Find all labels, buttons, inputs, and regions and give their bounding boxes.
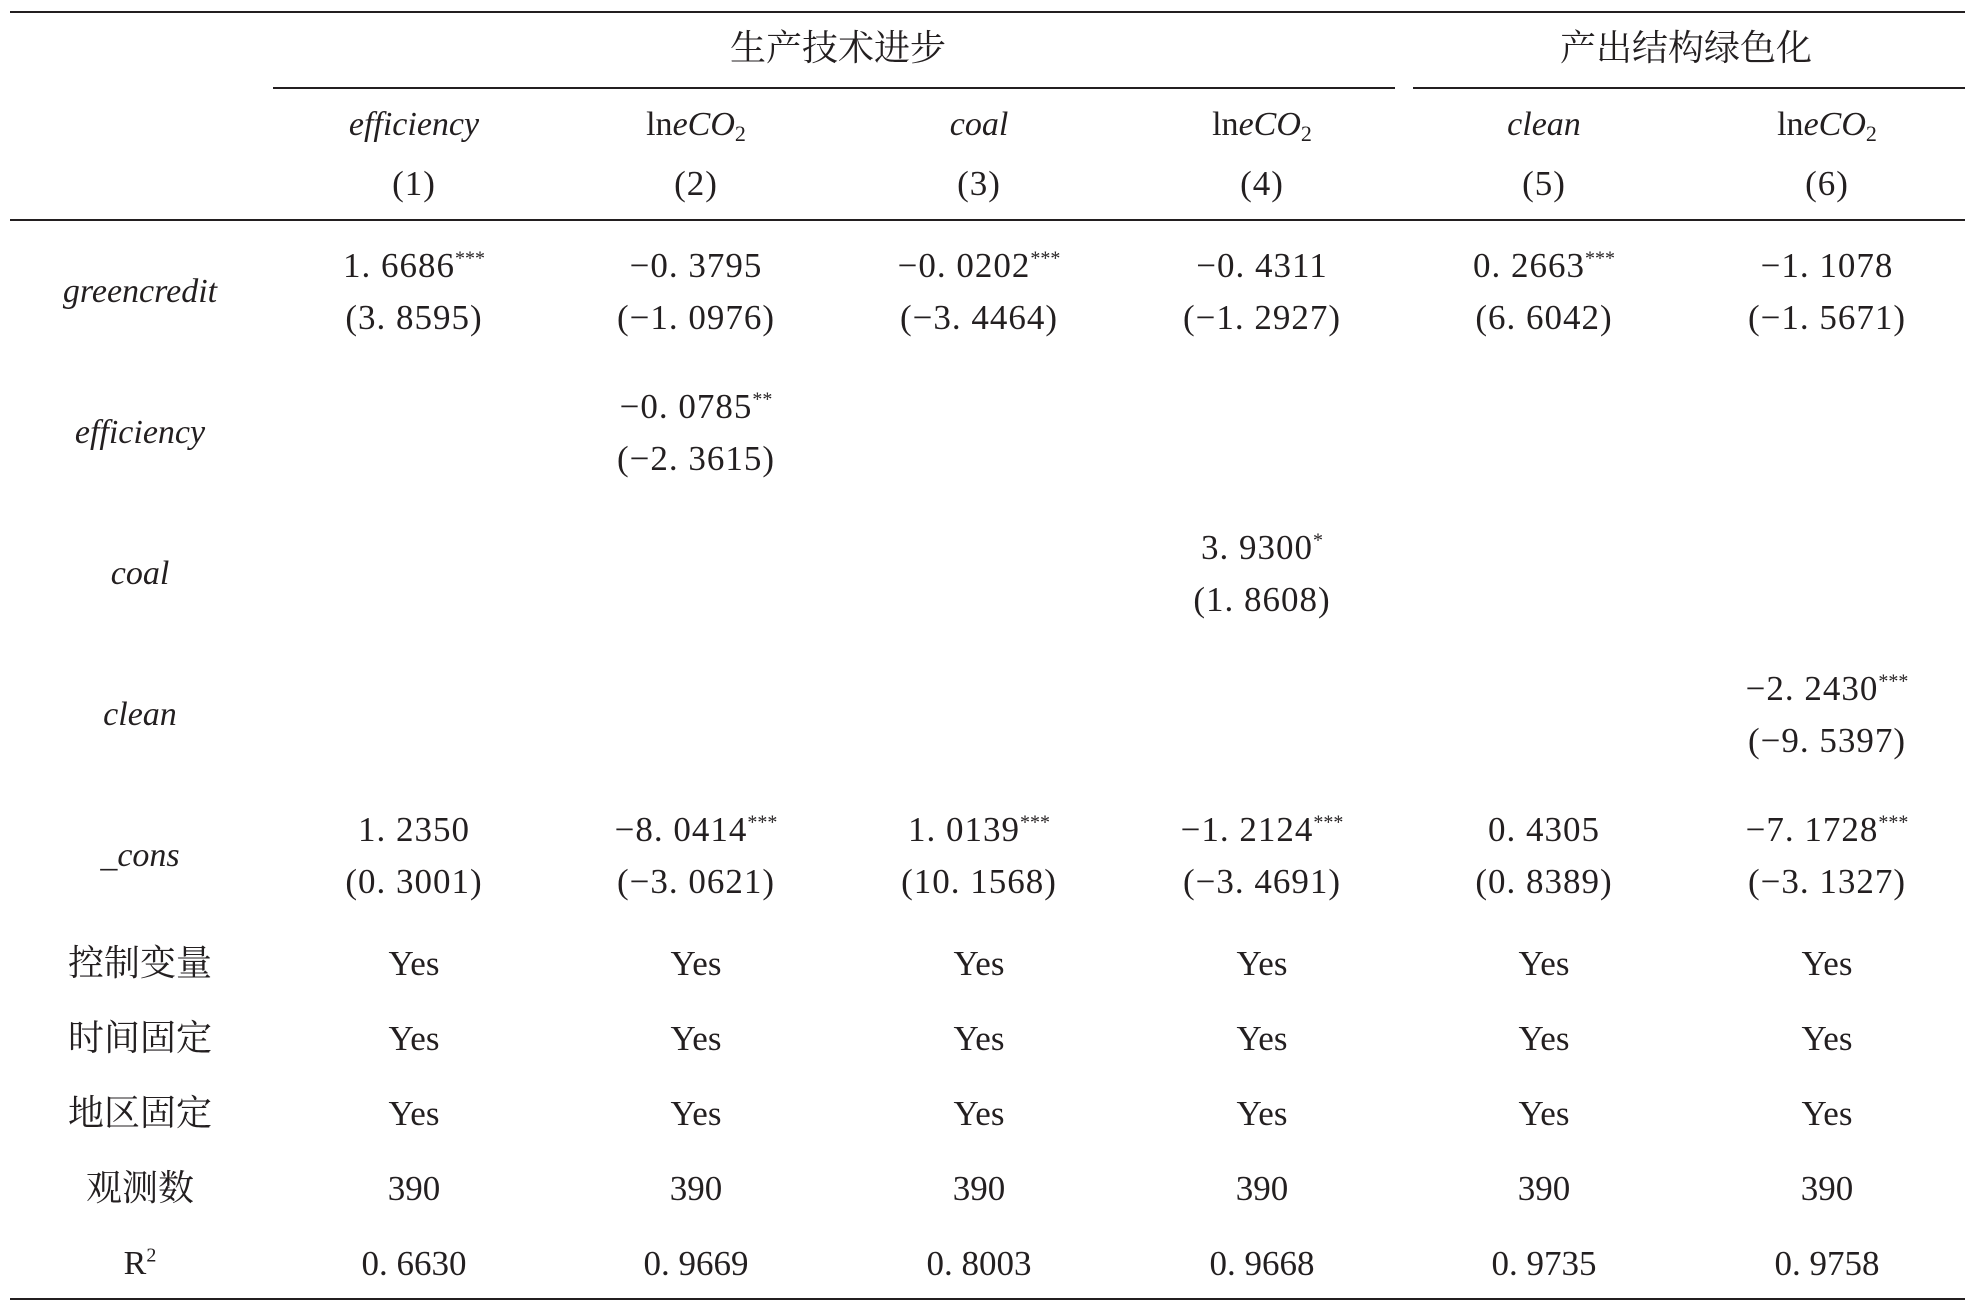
column-number: (6)	[1805, 164, 1849, 203]
coefficient	[620, 385, 773, 429]
dep-var-prefix: ln	[646, 106, 673, 143]
stat-row-label	[86, 1167, 194, 1211]
column-number: (3)	[957, 164, 1001, 203]
stat-value: Yes	[1518, 944, 1570, 983]
column-number: (2)	[674, 164, 718, 203]
dep-var-name: efficiency	[348, 106, 480, 143]
t-statistic: (−3. 1327)	[1747, 862, 1907, 901]
dep-var-name: clean	[1507, 106, 1581, 143]
coefficient	[1746, 808, 1909, 852]
significance-stars: ***	[1313, 811, 1344, 834]
stat-value: 390	[1800, 1169, 1854, 1208]
significance-stars: ***	[1030, 247, 1061, 270]
significance-stars: ***	[1878, 670, 1909, 693]
stat-value: Yes	[670, 1094, 722, 1133]
row-label-efficiency: efficiency	[74, 414, 206, 451]
dep-var-name: eCO	[1803, 106, 1866, 143]
dep-var-prefix: ln	[1777, 106, 1804, 143]
stat-value: 390	[387, 1169, 441, 1208]
coefficient-value: −0. 3795	[629, 246, 763, 285]
coefficient	[343, 244, 485, 288]
stat-value: Yes	[953, 1094, 1005, 1133]
coefficient	[630, 244, 763, 288]
dep-var-header	[950, 103, 1009, 147]
group-rule-right	[1413, 87, 1965, 89]
t-statistic: (−1. 5671)	[1747, 298, 1907, 337]
coefficient-value: −2. 2430	[1745, 669, 1879, 708]
t-statistic: (3. 8595)	[345, 298, 483, 337]
coefficient-value: 1. 0139	[908, 810, 1020, 849]
stat-row-label	[68, 1017, 212, 1061]
coefficient-value: 1. 6686	[343, 246, 455, 285]
dep-var-subscript: 2	[1300, 121, 1312, 146]
coefficient-value: −0. 0785	[619, 387, 753, 426]
row-label-greencredit: greencredit	[62, 273, 218, 310]
group-header-output-structure: 产出结构绿色化	[1559, 28, 1813, 69]
stat-value: Yes	[1801, 1019, 1853, 1058]
coefficient	[1196, 244, 1327, 288]
stat-value: Yes	[1236, 1094, 1288, 1133]
coefficient-value: −7. 1728	[1745, 810, 1879, 849]
dep-var-header	[1507, 103, 1581, 147]
stat-value: 0. 9669	[643, 1244, 749, 1283]
t-statistic: (−3. 0621)	[616, 862, 776, 901]
stat-row-label-text: 控制变量	[67, 943, 213, 984]
coefficient-value: −0. 4311	[1196, 246, 1328, 285]
stat-value: Yes	[1518, 1019, 1570, 1058]
coefficient-value: 1. 2350	[358, 810, 470, 849]
t-statistic: (1. 8608)	[1193, 580, 1331, 619]
coefficient	[1473, 244, 1615, 288]
stat-value: 390	[1235, 1169, 1289, 1208]
stat-value: Yes	[388, 1019, 440, 1058]
row-label-clean: clean	[103, 696, 177, 733]
stat-row-label-text: 观测数	[85, 1168, 195, 1209]
stat-value: 0. 9758	[1774, 1244, 1880, 1283]
stat-value: 390	[952, 1169, 1006, 1208]
stat-row-label	[68, 942, 212, 986]
stat-row-label-sup: 2	[146, 1244, 157, 1267]
stat-value: 0. 9735	[1491, 1244, 1597, 1283]
coefficient	[615, 808, 778, 852]
t-statistic: (−1. 2927)	[1182, 298, 1342, 337]
stat-value: 0. 9668	[1209, 1244, 1315, 1283]
stat-value: Yes	[1801, 1094, 1853, 1133]
stat-row-label	[68, 1092, 212, 1136]
coefficient	[1761, 244, 1894, 288]
t-statistic: (10. 1568)	[901, 862, 1057, 901]
column-number: (4)	[1240, 164, 1284, 203]
dep-var-prefix: ln	[1212, 106, 1239, 143]
significance-stars: *	[1313, 529, 1323, 552]
coefficient-value: −1. 1078	[1760, 246, 1894, 285]
coefficient	[1488, 808, 1600, 852]
row-label-coal: coal	[110, 555, 170, 592]
stat-value: 0. 6630	[361, 1244, 467, 1283]
t-statistic: (−1. 0976)	[616, 298, 776, 337]
t-statistic: (−3. 4691)	[1182, 862, 1342, 901]
coefficient	[358, 808, 470, 852]
significance-stars: ***	[1020, 811, 1050, 834]
coefficient	[908, 808, 1050, 852]
t-statistic: (6. 6042)	[1475, 298, 1613, 337]
stat-row-label-text: 时间固定	[67, 1018, 213, 1059]
stat-value: Yes	[1236, 1019, 1288, 1058]
column-number: (5)	[1522, 164, 1566, 203]
t-statistic: (−3. 4464)	[899, 298, 1059, 337]
stat-value: Yes	[670, 1019, 722, 1058]
coefficient-value: −0. 0202	[897, 246, 1031, 285]
stat-value: 390	[1517, 1169, 1571, 1208]
stat-value: Yes	[1236, 944, 1288, 983]
column-number: (1)	[392, 164, 436, 203]
dep-var-subscript: 2	[1865, 121, 1877, 146]
stat-value: Yes	[953, 944, 1005, 983]
coefficient-value: 3. 9300	[1201, 528, 1313, 567]
coefficient	[1746, 667, 1909, 711]
dep-var-header	[1777, 103, 1877, 156]
significance-stars: **	[752, 388, 773, 411]
stat-value: Yes	[953, 1019, 1005, 1058]
coefficient-value: −1. 2124	[1180, 810, 1314, 849]
dep-var-header	[646, 103, 746, 156]
coefficient-value: 0. 2663	[1473, 246, 1585, 285]
stat-row-label-text: 地区固定	[67, 1093, 213, 1134]
stat-value: Yes	[388, 1094, 440, 1133]
stat-row-label	[124, 1242, 157, 1286]
significance-stars: ***	[1878, 811, 1909, 834]
stat-value: Yes	[1801, 944, 1853, 983]
row-label-cons: _cons	[100, 837, 180, 874]
coefficient-value: 0. 4305	[1488, 810, 1600, 849]
dep-var-header	[349, 103, 479, 147]
stat-value: Yes	[670, 944, 722, 983]
stat-row-label-text: R	[123, 1245, 147, 1282]
stat-value: 0. 8003	[926, 1244, 1032, 1283]
significance-stars: ***	[747, 811, 778, 834]
t-statistic: (−9. 5397)	[1747, 721, 1907, 760]
stat-value: Yes	[388, 944, 440, 983]
stat-value: Yes	[1518, 1094, 1570, 1133]
coefficient-value: −8. 0414	[614, 810, 748, 849]
stat-value: 390	[669, 1169, 723, 1208]
header-rule	[10, 219, 1965, 221]
t-statistic: (0. 8389)	[1475, 862, 1613, 901]
coefficient	[898, 244, 1061, 288]
significance-stars: ***	[1585, 247, 1615, 270]
coefficient	[1201, 526, 1323, 570]
dep-var-name: coal	[949, 106, 1009, 143]
bottom-rule	[10, 1298, 1965, 1300]
dep-var-name: eCO	[1238, 106, 1301, 143]
significance-stars: ***	[455, 247, 485, 270]
group-header-production-tech: 生产技术进步	[729, 28, 947, 69]
top-rule	[10, 11, 1965, 13]
dep-var-subscript: 2	[734, 121, 746, 146]
group-rule-left	[273, 87, 1395, 89]
t-statistic: (−2. 3615)	[616, 439, 776, 478]
dep-var-name: eCO	[672, 106, 735, 143]
dep-var-header	[1212, 103, 1312, 156]
t-statistic: (0. 3001)	[345, 862, 483, 901]
coefficient	[1181, 808, 1344, 852]
